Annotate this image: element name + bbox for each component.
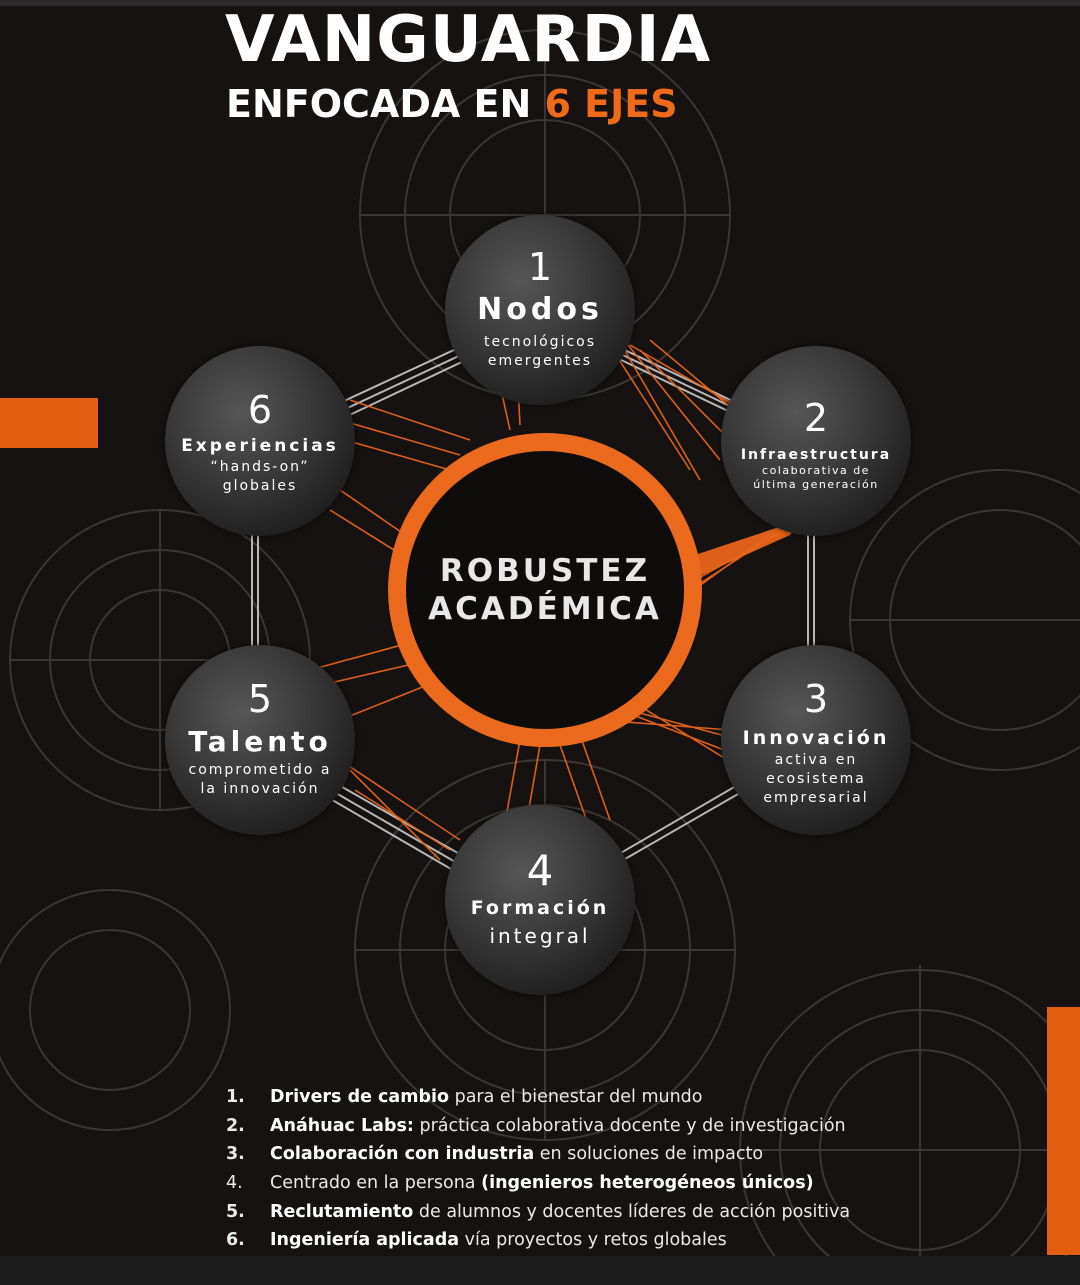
axis-heading: Innovación [742, 727, 890, 749]
subtitle-highlight: 6 EJES [544, 82, 678, 126]
axis-number: 6 [247, 388, 273, 432]
axis-description: la innovación [200, 781, 320, 797]
axis-node-5 [165, 645, 355, 835]
list-item [226, 1198, 850, 1227]
list-item-bold: (ingenieros heterogéneos únicos) [481, 1173, 814, 1194]
center-label-line2: ACADÉMICA [428, 591, 662, 627]
list-item-number: 2. [226, 1115, 245, 1136]
axis-description: tecnológicos [483, 334, 597, 350]
axis-node-1 [445, 215, 635, 405]
axis-node-2 [721, 346, 911, 536]
axis-description: “hands-on” [210, 459, 310, 475]
list-item-text: vía proyectos y retos globales [459, 1230, 727, 1251]
list-item-bold: Anáhuac Labs: [270, 1115, 414, 1136]
axis-heading: Experiencias [181, 436, 339, 456]
axis-description: última generación [753, 478, 879, 491]
list-item-text: práctica colaborativa docente y de investigación [413, 1115, 846, 1136]
center-label [420, 552, 670, 628]
list-item-number: 3. [226, 1144, 245, 1165]
list-item [226, 1112, 850, 1141]
bottom-edge-bar [0, 1256, 1080, 1285]
list-item-text: para el bienestar del mundo [449, 1087, 703, 1107]
list-item-number: 1. [226, 1087, 245, 1107]
list-item-text: de alumnos y docentes líderes de acción positiva [413, 1201, 851, 1222]
axis-heading: Talento [188, 725, 332, 758]
axis-description: activa en [774, 752, 858, 768]
axes-list [226, 1083, 850, 1255]
list-item-text: en soluciones de impacto [534, 1144, 764, 1165]
left-accent-bar [0, 398, 98, 448]
list-item [226, 1226, 850, 1255]
axis-description: integral [489, 924, 591, 948]
list-item-text: Centrado en la persona [270, 1173, 482, 1194]
axis-description: empresarial [763, 790, 869, 806]
list-item [226, 1169, 850, 1198]
axis-heading: Infraestructura [740, 447, 892, 463]
axis-heading: Nodos [477, 292, 603, 327]
axis-description: globales [222, 478, 298, 494]
list-item-bold: Ingeniería aplicada [270, 1230, 460, 1251]
list-item-number: 6. [226, 1230, 245, 1251]
axis-node-6 [165, 346, 355, 536]
list-item-bold: Drivers de cambio [270, 1087, 450, 1107]
list-item-bold: Reclutamiento [270, 1201, 414, 1222]
axis-number: 1 [527, 245, 553, 289]
axis-node-3 [721, 645, 911, 835]
list-item-bold: Colaboración con industria [270, 1144, 535, 1165]
axis-number: 3 [803, 677, 829, 721]
axis-description: comprometido a [188, 762, 332, 778]
axis-description: colaborativa de [762, 464, 870, 477]
center-label-line1: ROBUSTEZ [439, 553, 651, 589]
subtitle-prefix: ENFOCADA EN [226, 82, 545, 126]
list-item [226, 1083, 850, 1112]
page-title: VANGUARDIA [225, 3, 712, 77]
axis-node-4 [445, 805, 635, 995]
page-subtitle [226, 82, 678, 126]
axis-description: emergentes [487, 353, 593, 369]
list-item-number: 5. [226, 1201, 245, 1222]
axis-number: 5 [247, 677, 273, 721]
axis-heading: Formación [470, 897, 610, 919]
axis-number: 2 [803, 396, 829, 440]
axis-number: 4 [526, 846, 554, 895]
axis-description: ecosistema [766, 771, 866, 787]
list-item-number: 4. [226, 1173, 243, 1194]
right-accent-bar [1047, 1007, 1080, 1255]
list-item [226, 1140, 850, 1169]
